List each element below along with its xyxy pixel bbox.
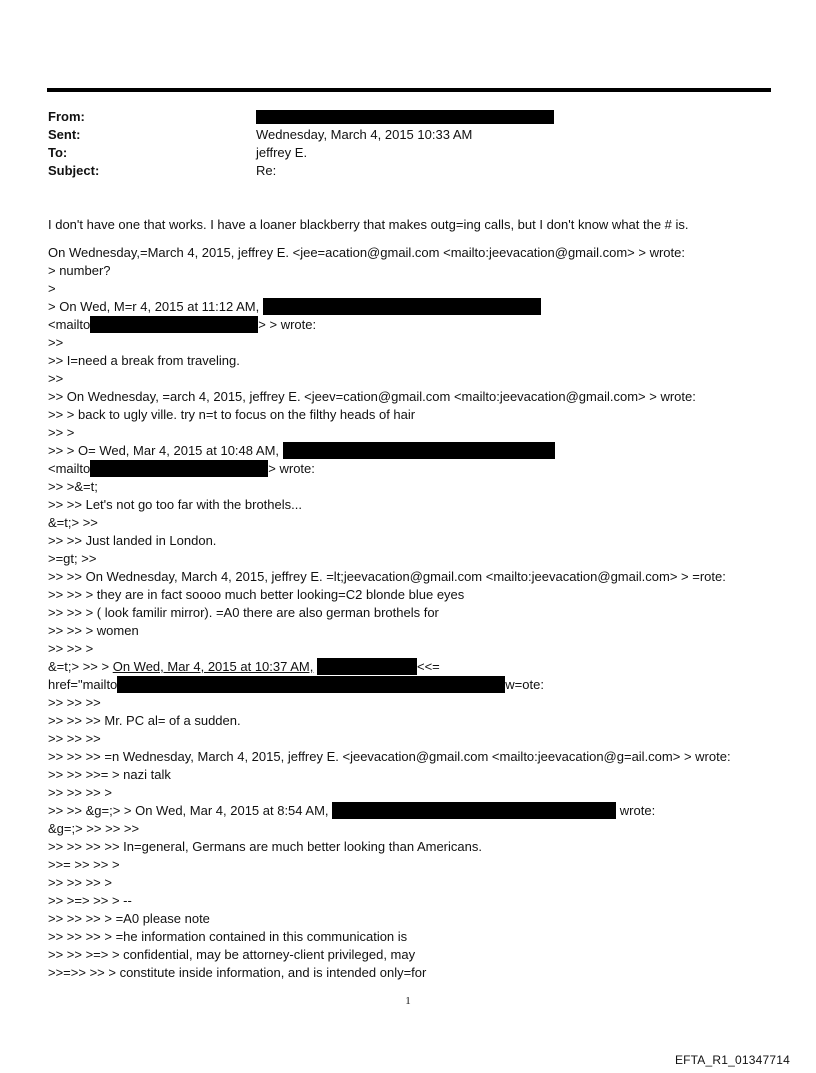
quote-text: On Wed, Mar 4, 2015 at 10:37 AM, xyxy=(112,659,314,674)
page-number: 1 xyxy=(405,995,411,1007)
body-line: >> >&=t; xyxy=(48,479,98,494)
body-line xyxy=(48,802,778,820)
body-line: >> >> On Wednesday, March 4, 2015, jeffrey E. =lt;jeevacation@gmail.com <mailto:jeevacation@gmail.com> > =rote: xyxy=(48,569,726,584)
body-line: > xyxy=(48,281,56,296)
body-line: >> >> >> > xyxy=(48,875,112,890)
body-line: >> >> > women xyxy=(48,623,139,638)
bates-number: EFTA_R1_01347714 xyxy=(674,1053,790,1067)
header-rule xyxy=(47,88,771,92)
body-line: &g=;> >> >> >> xyxy=(48,821,140,836)
quote-text: <mailto xyxy=(48,461,91,476)
quote-text: w=ote: xyxy=(505,677,544,692)
body-line: >> >> Just landed in London. xyxy=(48,533,217,548)
to-label: To: xyxy=(48,145,68,160)
redaction xyxy=(90,316,258,333)
quote-text: > wrote: xyxy=(268,461,315,476)
body-line xyxy=(48,676,778,694)
body-line: >> > back to ugly ville. try n=t to focus on the filthy heads of hair xyxy=(48,407,416,422)
body-line: >> >> Let's not go too far with the brothels... xyxy=(48,497,302,512)
body-line: >> >> >> xyxy=(48,695,101,710)
body-line xyxy=(48,316,778,334)
body-line xyxy=(48,298,778,316)
body-line: >> xyxy=(48,335,64,350)
quote-text: <mailto xyxy=(48,317,91,332)
subject-value: Re: xyxy=(256,163,277,178)
body-line: >> >> >> > =he information contained in this communication is xyxy=(48,929,408,944)
quote-text: >> >> &g=;> > On Wed, Mar 4, 2015 at 8:54 AM, xyxy=(48,803,329,818)
redaction xyxy=(317,658,417,675)
body-line: >> >> >> >> In=general, Germans are much better looking than Americans. xyxy=(48,839,482,854)
body-line: >> On Wednesday, =arch 4, 2015, jeffrey E. <jeev=cation@gmail.com <mailto:jeevacation@gmail.com> > wrote: xyxy=(48,389,696,404)
body-line: >> >> >> > xyxy=(48,785,112,800)
quote-text: href="mailto xyxy=(48,677,118,692)
body-line: >> I=need a break from traveling. xyxy=(48,353,240,368)
redaction xyxy=(90,460,268,477)
body-line: >> >> > they are in fact soooo much better looking=C2 blonde blue eyes xyxy=(48,587,465,602)
body-line: >> >> >> Mr. PC al= of a sudden. xyxy=(48,713,241,728)
body-line xyxy=(48,460,778,478)
body-line: >>= >> >> > xyxy=(48,857,120,872)
body-line: > number? xyxy=(48,263,111,278)
sent-label: Sent: xyxy=(48,127,81,142)
sent-value: Wednesday, March 4, 2015 10:33 AM xyxy=(256,127,473,142)
body-line: >> xyxy=(48,371,64,386)
quote-text: >> > O= Wed, Mar 4, 2015 at 10:48 AM, xyxy=(48,443,280,458)
body-line xyxy=(48,442,778,460)
body-line: >> >=> >> > -- xyxy=(48,893,132,908)
from-label: From: xyxy=(48,109,85,124)
from-redaction xyxy=(256,108,554,126)
body-line: >> >> >> > =A0 please note xyxy=(48,911,210,926)
body-line: >> >> >=> > confidential, may be attorney-client privileged, may xyxy=(48,947,416,962)
quote-text: > On Wed, M=r 4, 2015 at 11:12 AM, xyxy=(48,299,260,314)
redaction xyxy=(263,298,541,315)
to-value: jeffrey E. xyxy=(256,145,308,160)
body-line xyxy=(48,658,778,676)
quote-text: <<= xyxy=(416,659,440,674)
redaction xyxy=(332,802,616,819)
body-line: >=gt; >> xyxy=(48,551,97,566)
body-line: >> > xyxy=(48,425,75,440)
redaction xyxy=(283,442,555,459)
body-line: >> >> >> xyxy=(48,731,101,746)
subject-label: Subject: xyxy=(48,163,100,178)
redaction xyxy=(117,676,505,693)
body-line: &=t;> >> xyxy=(48,515,98,530)
email-body xyxy=(48,216,778,982)
quote-text: > > wrote: xyxy=(258,317,317,332)
body-line: >> >> >>= > nazi talk xyxy=(48,767,171,782)
body-line: >>=>> >> > constitute inside information, and is intended only=for xyxy=(48,965,427,980)
body-line: On Wednesday,=March 4, 2015, jeffrey E. <jee=acation@gmail.com <mailto:jeevacation@gmail.com> > wrote: xyxy=(48,245,685,260)
body-line: >> >> > xyxy=(48,641,94,656)
body-line: >> >> > ( look familir mirror). =A0 there are also german brothels for xyxy=(48,605,439,620)
body-line: I don't have one that works. I have a loaner blackberry that makes outg=ing calls, but I don't know what the # is. xyxy=(48,217,689,232)
body-line: >> >> >> =n Wednesday, March 4, 2015, jeffrey E. <jeevacation@gmail.com <mailto:jeevacation@g=ail.com> > wrote: xyxy=(48,749,731,764)
quote-text: &=t;> >> > xyxy=(48,659,113,674)
quote-text: wrote: xyxy=(619,803,656,818)
